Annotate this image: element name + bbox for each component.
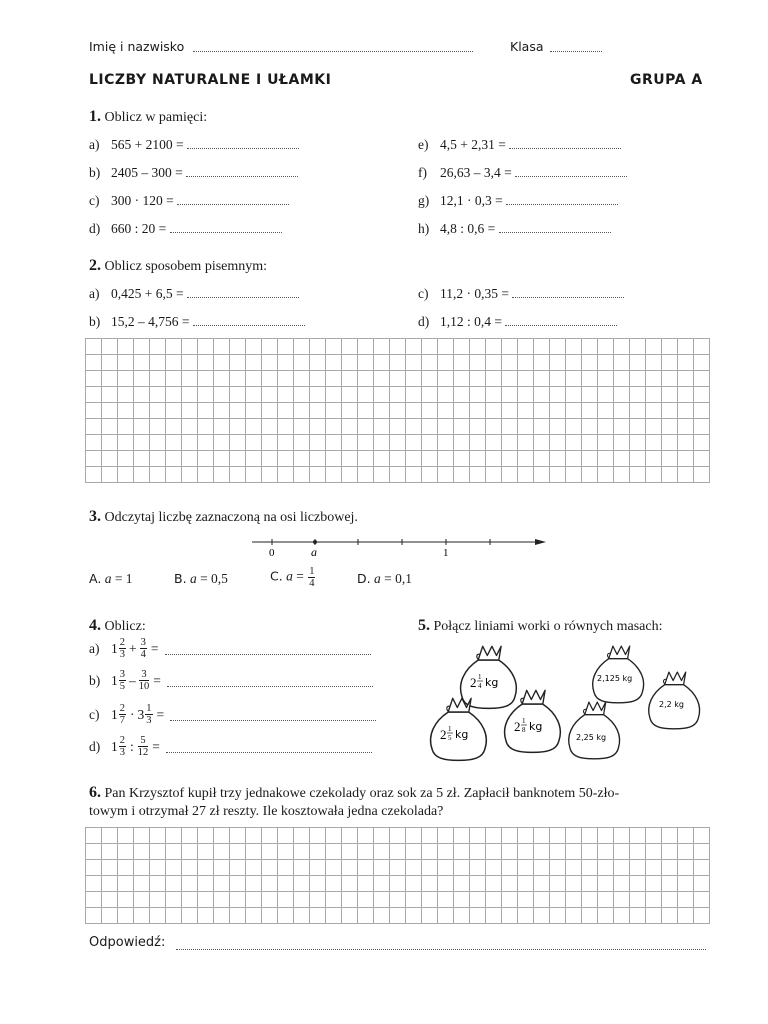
answer-field[interactable] [170,220,282,233]
fraction-numerator: 2 [119,735,125,746]
task1-item-g [418,192,618,209]
equals-sign: = [150,640,159,656]
fraction [119,637,126,660]
item-label: c) [418,286,429,301]
item-expr: 660 : 20 = [111,221,167,236]
fraction [119,669,126,692]
bag-num: 1 [448,725,452,733]
task3-option-c[interactable] [270,566,316,589]
task2-item-d [418,313,617,330]
fraction [138,735,149,758]
equals-sign: = [152,738,160,754]
fraction-denominator: 4 [140,649,146,660]
item-expr: 0,425 + 6,5 = [111,286,184,301]
fraction-denominator: 12 [137,747,149,758]
item-label: b) [89,314,101,329]
answer-field[interactable] [509,136,621,149]
bag-unit: kg [455,728,469,741]
item-expr: 4,8 : 0,6 = [440,221,496,236]
bag-den: 5 [448,734,452,742]
task5-prompt: Połącz liniami worki o równych masach: [433,619,663,634]
item-label: d) [418,314,430,329]
option-var: a [286,568,293,584]
bag-den: 4 [478,682,482,690]
axis-label-one: 1 [443,547,449,559]
option-letter: A. [89,571,102,586]
fraction-denominator: 3 [119,747,125,758]
fraction [119,735,126,758]
item-expr: 12,1 · 0,3 = [440,193,503,208]
item-expr: 2405 – 300 = [111,165,183,180]
task2-item-b [89,313,305,330]
calculation-grid-2[interactable] [85,827,710,924]
answer-field[interactable] [193,313,305,326]
point-a-marker [313,540,317,544]
answer-field[interactable] [177,192,289,205]
option-fraction [308,566,315,589]
bag-whole: 2 [470,675,477,690]
answer-field[interactable] [187,285,299,298]
task1-item-f [418,164,627,181]
task4-number: 4. [89,617,101,634]
fraction [139,669,150,692]
equals-sign: = [156,706,165,722]
fraction-denominator: 5 [119,681,125,692]
task4-item-a [89,637,371,660]
task2-heading [89,257,267,275]
number-line [250,533,550,561]
task1-item-b [89,164,298,181]
page-title: LICZBY NATURALNE I UŁAMKI [89,72,332,88]
fraction [119,703,126,726]
fraction-denominator: 10 [138,681,150,692]
item-label: b) [89,165,101,180]
fraction-denominator: 3 [119,649,125,660]
task3-number: 3. [89,508,101,525]
bag-label: 2,125 kg [597,674,633,683]
answer-field[interactable] [170,708,376,721]
class-field[interactable] [550,39,602,52]
bag-unit: kg [529,720,543,733]
name-field[interactable] [193,39,473,52]
bag-num: 1 [522,717,526,725]
task4-item-b [89,669,373,692]
fraction-numerator: 5 [138,735,149,747]
item-expr: 11,2 · 0,35 = [440,286,509,301]
task1-heading [89,108,207,126]
option-value: = [296,568,304,584]
item-label: f) [418,165,427,180]
option-letter: B. [174,571,187,586]
operator: : [130,738,134,754]
equals-sign: = [153,672,161,688]
item-label: a) [89,286,100,301]
task2-item-a [89,285,299,302]
bag-whole: 2 [440,727,447,742]
task1-item-d [89,220,282,237]
bag-2-2-kg[interactable] [649,672,700,729]
item-expr: 26,63 – 3,4 = [440,165,512,180]
whole-part: 3 [137,706,145,722]
option-value: = 1 [114,571,133,586]
task3-option-d[interactable] [357,571,412,587]
fraction [145,703,152,726]
task2-number: 2. [89,257,101,274]
answer-field[interactable] [512,285,624,298]
fraction-numerator: 1 [309,566,315,577]
task6-line1 [89,784,709,803]
item-label: g) [418,193,430,208]
bags-illustration [418,640,708,765]
task1-prompt: Oblicz w pamięci: [104,110,208,125]
task1-number: 1. [89,108,101,125]
task4-heading [89,617,146,635]
bag-2-125-kg[interactable] [593,646,644,703]
answer-field[interactable] [506,192,618,205]
item-label: a) [89,137,100,152]
task6-number: 6. [89,784,101,801]
task4-item-c [89,703,376,726]
task1-item-e [418,136,621,153]
bag-unit: kg [485,676,499,689]
item-label: d) [89,738,101,754]
operator: + [129,640,137,656]
answer-field[interactable] [165,642,371,655]
task5-number: 5. [418,617,430,634]
option-value: = 0,5 [200,571,228,586]
task3-prompt: Odczytaj liczbę zaznaczoną na osi liczbowej. [104,510,358,525]
option-value: = 0,1 [384,571,412,586]
item-label: c) [89,193,100,208]
item-label: h) [418,221,430,236]
task2-prompt: Oblicz sposobem pisemnym: [104,259,268,274]
answer-field[interactable] [166,740,372,753]
answer-field[interactable] [187,136,299,149]
task3-option-a[interactable] [89,571,133,587]
option-var: a [104,571,112,586]
task6-line2: towym i otrzymał 27 zł reszty. Ile kosztowała jedna czekolada? [89,804,444,819]
operator: · [130,706,135,722]
fraction-denominator: 3 [146,715,152,726]
fraction-numerator: 1 [146,703,152,714]
task5-heading [418,617,663,635]
answer-field[interactable] [186,164,298,177]
option-var: a [373,571,381,586]
axis-label-a: a [311,545,317,559]
answer-line[interactable] [176,937,706,950]
option-var: a [189,571,197,586]
fraction-denominator: 4 [309,578,315,589]
answer-field[interactable] [515,164,627,177]
item-expr: 15,2 – 4,756 = [111,314,190,329]
calculation-grid[interactable] [85,338,710,483]
answer-field[interactable] [499,220,611,233]
option-letter: C. [270,568,283,584]
task3-option-b[interactable] [174,571,228,587]
task6-line1-text: Pan Krzysztof kupił trzy jednakowe czekolady oraz sok za 5 zł. Zapłacił banknotem 50-zło- [104,786,620,801]
answer-field[interactable] [167,674,373,687]
item-label: d) [89,221,101,236]
item-expr: 565 + 2100 = [111,137,184,152]
bag-2-25-kg[interactable] [569,702,620,759]
item-expr: 4,5 + 2,31 = [440,137,506,152]
task2-item-c [418,285,624,302]
fraction-numerator: 2 [119,703,125,714]
item-label: a) [89,640,100,656]
whole-part: 1 [111,706,118,722]
task1-item-c [89,192,289,209]
item-label: c) [89,706,100,722]
axis-label-zero: 0 [269,547,275,559]
bag-whole: 2 [514,719,521,734]
whole-part: 1 [111,640,118,656]
bag-num: 1 [478,673,482,681]
task3-heading [89,508,358,526]
item-expr: 1,12 : 0,4 = [440,314,502,329]
task1-item-a [89,136,299,153]
item-expr: 300 · 120 = [111,193,174,208]
operator: – [129,672,136,688]
fraction-numerator: 3 [140,637,146,648]
whole-part: 1 [111,672,118,688]
fraction-numerator: 2 [119,637,125,648]
item-label: b) [89,672,101,688]
item-label: e) [418,137,429,152]
name-label: Imię i nazwisko [89,39,185,54]
task4-prompt: Oblicz: [104,619,146,634]
bag-label: 2,2 kg [659,700,684,709]
group-label: GRUPA A [630,72,703,88]
bag-den: 8 [522,726,526,734]
bag-label: 2,25 kg [576,733,607,742]
answer-label: Odpowiedź: [89,935,166,950]
whole-part: 1 [111,738,118,754]
answer-field[interactable] [505,313,617,326]
fraction [140,637,147,660]
class-label: Klasa [510,39,544,54]
fraction-numerator: 3 [119,669,125,680]
bag-2-1-4-kg[interactable] [461,646,517,708]
fraction-numerator: 3 [139,669,150,681]
task6-text [89,784,709,821]
fraction-denominator: 7 [119,715,125,726]
number-line-arrow [535,539,546,545]
option-letter: D. [357,571,371,586]
task4-item-d [89,735,372,758]
task1-item-h [418,220,611,237]
